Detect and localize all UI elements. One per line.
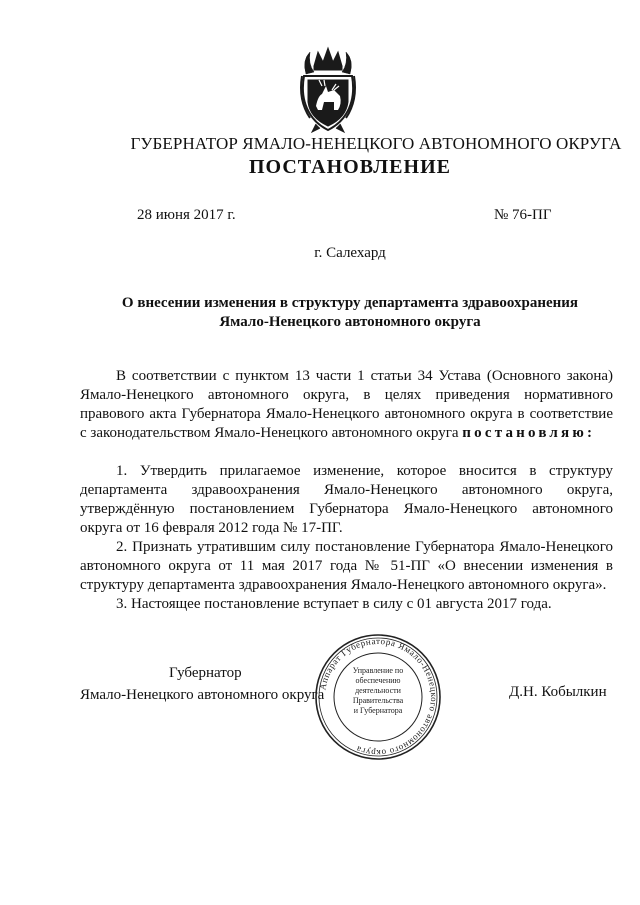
seal-line-4: Правительства bbox=[352, 696, 404, 705]
clause-3: 3. Настоящее постановление вступает в силу с 01 августа 2017 года. bbox=[116, 596, 552, 612]
document-type-title: ПОСТАНОВЛЕНИЕ bbox=[249, 156, 451, 178]
clause-2: 2. Признать утратившим силу постановление Губернатора Ямало-Ненецкого автономного округа от 11 мая 2017 года № 51-ПГ «О внесении изменения в структуру департамента здравоохранения Ямало-Ненецкого автономного округа». bbox=[80, 539, 613, 593]
clause-1: 1. Утвердить прилагаемое изменение, которое вносится в структуру департамента здравоохранения Ямало-Ненецкого автономного округа, утверждённую постановлением Губернатора Ямало-Ненецкого автономного округа от 16 февраля 2012 года № 17-ПГ. bbox=[80, 463, 613, 536]
document-date: 28 июня 2017 г. bbox=[137, 207, 236, 223]
signer-position-line-2: Ямало-Ненецкого автономного округа bbox=[80, 687, 325, 703]
seal-ring-text: Аппарат Губернатора Ямало-Ненецкого автономного округа bbox=[317, 635, 440, 759]
document-city: г. Салехард bbox=[314, 245, 386, 261]
subject-line-2: Ямало-Ненецкого автономного округа bbox=[219, 314, 481, 330]
official-seal bbox=[313, 633, 443, 761]
preamble-paragraph bbox=[80, 367, 613, 443]
signer-position-line-1: Губернатор bbox=[169, 665, 242, 681]
decree-word: постановляю: bbox=[462, 425, 596, 441]
seal-line-3: деятельности bbox=[355, 686, 401, 695]
document-body bbox=[80, 367, 613, 614]
subject-line-1: О внесении изменения в структуру департамента здравоохранения bbox=[121, 295, 579, 311]
seal-line-2: обеспечению bbox=[355, 676, 401, 685]
document-number: № 76-ПГ bbox=[494, 207, 552, 223]
seal-line-5: и Губернатора bbox=[353, 706, 403, 715]
document-subject bbox=[80, 294, 620, 332]
signer-name: Д.Н. Кобылкин bbox=[509, 684, 607, 700]
coat-of-arms-icon bbox=[296, 40, 360, 136]
issuing-authority: ГУБЕРНАТОР ЯМАЛО-НЕНЕЦКОГО АВТОНОМНОГО ОКРУГА bbox=[130, 134, 622, 153]
seal-line-1: Управление по bbox=[352, 666, 404, 675]
preamble-text: В соответствии с пунктом 13 части 1 статьи 34 Устава (Основного закона) Ямало-Ненецкого автономного округа, в целях приведения нормативного правового акта Губернатора Ямало-Ненецкого автономного округа в соответствие с законодательством Ямало-Ненецкого автономного округа bbox=[80, 368, 613, 441]
